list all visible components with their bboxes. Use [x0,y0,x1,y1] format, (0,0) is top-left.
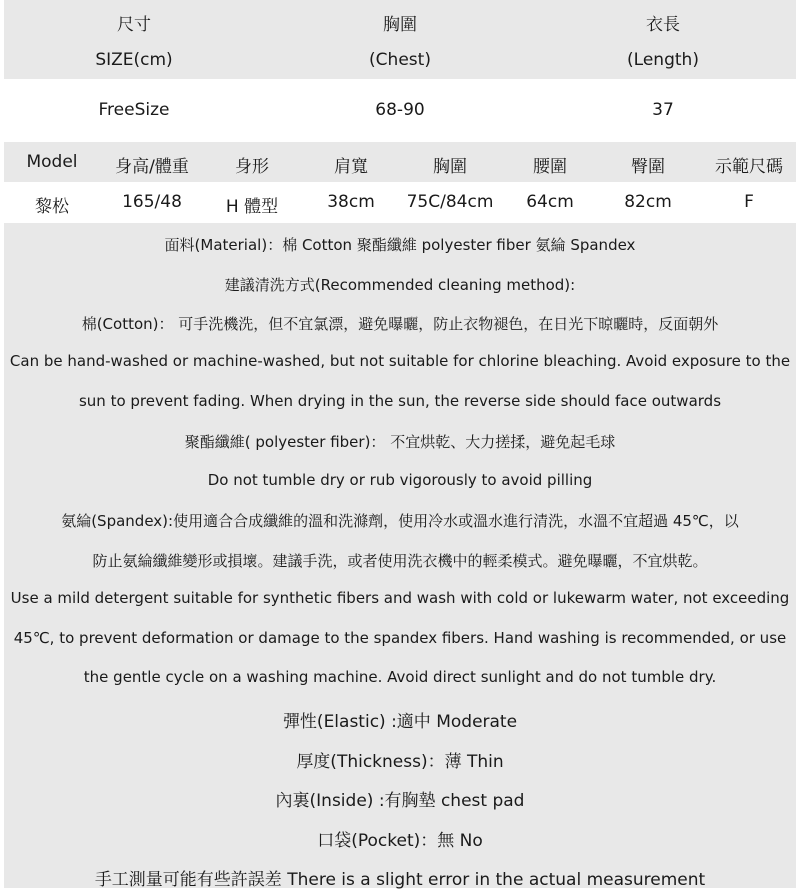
chest-header-en: (Chest) [369,50,431,70]
model-table-header [4,142,796,182]
length-header-en: (Length) [627,50,699,70]
size-value: FreeSize [98,100,170,120]
length-header-cn: 衣長 [646,15,680,35]
demo-size-value: F [744,192,754,212]
bust-value: 75C/84cm [406,192,494,212]
inside-line: 內裏(Inside) :有胸墊 chest pad [275,791,525,811]
elastic-line: 彈性(Elastic) :適中 Moderate [282,712,518,732]
size-table-header [4,0,796,79]
chest-header-cn: 胸圍 [383,15,417,35]
size-table-row [4,79,796,142]
material-line: 面料(Material)：棉 Cotton 聚酯纖維 polyester fiber 氨綸 Spandex [164,236,636,254]
body-shape-header: 身形 [235,157,269,177]
waist-header: 腰圍 [533,157,567,177]
cotton-care-en-1: Can be hand-washed or machine-washed, but not suitable for chlorine bleaching. Avoid exposure to the [9,352,791,370]
model-table-row [4,182,796,223]
waist-value: 64cm [526,192,574,212]
spandex-care-en-1: Use a mild detergent suitable for synthetic fibers and wash with cold or lukewarm water, not exceeding [10,589,790,607]
model-header: Model [26,152,78,172]
height-weight-value: 165/48 [122,192,182,212]
care-info-block [4,223,796,888]
cotton-care-en-2: sun to prevent fading. When drying in the sun, the reverse side should face outwards [78,392,722,410]
cotton-care-cn: 棉(Cotton)： 可手洗機洗，但不宜氯漂，避免曝曬，防止衣物褪色，在日光下晾曬時，反面朝外 [81,315,719,333]
polyester-care-en: Do not tumble dry or rub vigorously to avoid pilling [207,471,593,489]
size-header-en: SIZE(cm) [95,50,173,70]
hip-header: 臀圍 [631,157,665,177]
size-table [4,0,796,142]
model-table [4,142,796,223]
hip-value: 82cm [624,192,672,212]
spandex-care-en-2: 45℃, to prevent deformation or damage to the spandex fibers. Hand washing is recommended, or use [13,629,787,647]
shoulder-value: 38cm [327,192,375,212]
pocket-line: 口袋(Pocket)：無 No [317,831,483,851]
measurement-note: 手工測量可能有些許誤差 There is a slight error in the actual measurement [94,870,706,890]
spandex-care-cn-2: 防止氨綸纖維變形或損壞。建議手洗，或者使用洗衣機中的輕柔模式。避免曝曬，不宜烘乾。 [92,552,708,570]
shoulder-header: 肩寬 [334,157,368,177]
demo-size-header: 示範尺碼 [715,157,783,177]
cleaning-title: 建議清洗方式(Recommended cleaning method): [224,276,576,294]
chest-value: 68-90 [375,100,425,120]
thickness-line: 厚度(Thickness)：薄 Thin [296,752,504,772]
spandex-care-cn-1: 氨綸(Spandex):使用適合合成纖維的溫和洗滌劑，使用冷水或溫水進行清洗，水溫不宜超過 45℃，以 [61,512,739,530]
body-shape-value: H 體型 [225,197,279,217]
bust-header: 胸圍 [433,157,467,177]
polyester-care-cn: 聚酯纖維( polyester fiber)： 不宜烘乾、大力搓揉，避免起毛球 [184,433,616,451]
model-name: 黎松 [35,197,69,217]
height-weight-header: 身高/體重 [115,157,189,177]
size-header-cn: 尺寸 [117,15,151,35]
spandex-care-en-3: the gentle cycle on a washing machine. Avoid direct sunlight and do not tumble dry. [83,668,717,686]
length-value: 37 [652,100,674,120]
